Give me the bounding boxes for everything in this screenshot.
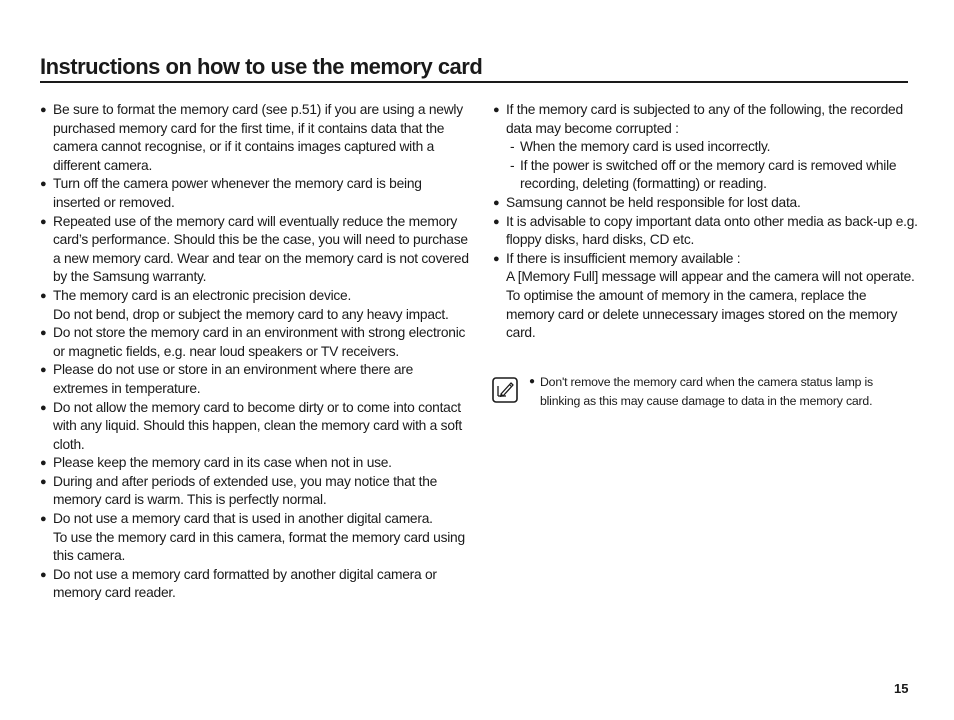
list-item-text: The memory card is an electronic precision device. xyxy=(53,287,352,303)
list-item xyxy=(40,454,470,473)
list-item-continuation: To use the memory card in this camera, format the memory card using this camera. xyxy=(53,529,465,564)
list-item xyxy=(493,101,918,138)
bullet-icon: ● xyxy=(493,104,500,116)
list-item-text: Samsung cannot be held responsible for lost data. xyxy=(506,194,801,210)
bullet-icon: ● xyxy=(40,401,47,414)
page-title: Instructions on how to use the memory card xyxy=(40,52,908,83)
left-column xyxy=(40,101,470,603)
bullet-icon: ● xyxy=(493,196,500,209)
list-item xyxy=(40,361,470,398)
bullet-icon: ● xyxy=(40,215,47,228)
sub-list-item-text: If the power is switched off or the memory card is removed while recording, deleting (formatting) or reading. xyxy=(520,157,897,192)
list-item xyxy=(40,101,470,175)
list-item xyxy=(529,373,909,410)
list-item xyxy=(493,194,918,213)
sub-list-item xyxy=(493,138,918,157)
bullet-icon: ● xyxy=(40,289,47,302)
list-item xyxy=(40,175,470,212)
list-item-text: Do not allow the memory card to become dirty or to come into contact with any liquid. Should this happen, clean the memory card with a soft cloth. xyxy=(53,399,462,452)
bullet-icon: ● xyxy=(40,178,47,191)
list-item xyxy=(40,566,470,603)
list-item xyxy=(40,399,470,455)
list-item-text: Do not store the memory card in an environment with strong electronic or magnetic fields, e.g. near loud speakers or TV receivers. xyxy=(53,325,466,359)
bullet-icon: ● xyxy=(40,104,47,116)
note-pencil-icon xyxy=(492,377,518,403)
bullet-icon: ● xyxy=(40,457,47,470)
list-item-text: Turn off the camera power whenever the memory card is being inserted or removed. xyxy=(53,176,422,210)
list-item xyxy=(40,473,470,510)
list-item-text: Repeated use of the memory card will eventually reduce the memory card’s performance. Should this be the case, you will need to purchase a new memory card. Wear and tear on the memory card is not covered by the Samsung warranty. xyxy=(53,213,469,285)
list-item-text: Do not use a memory card formatted by another digital camera or memory card reader. xyxy=(53,566,437,601)
note-item-text: Don't remove the memory card when the camera status lamp is blinking as this may cause damage to data in the memory card. xyxy=(540,375,873,408)
sub-list-item xyxy=(493,157,918,194)
bullet-icon: ● xyxy=(493,215,500,228)
list-item-text: If the memory card is subjected to any of the following, the recorded data may become corrupted : xyxy=(506,102,903,136)
bullet-icon: ● xyxy=(40,475,47,488)
page-number: 15 xyxy=(894,681,909,696)
bullet-icon: ● xyxy=(40,513,47,526)
list-item-text: Be sure to format the memory card (see p.51) if you are using a newly purchased memory card for the first time, if it contains data that the camera cannot recognise, or if it contains images captured with a different camera. xyxy=(53,102,463,173)
list-item xyxy=(40,287,470,306)
list-item xyxy=(493,250,918,269)
bullet-icon: ● xyxy=(40,364,47,377)
list-item-continuation: A [Memory Full] message will appear and the camera will not operate. To optimise the amount of memory in the camera, replace the memory card or delete unnecessary images stored on the memory card. xyxy=(506,269,915,341)
list-item-continuation: Do not bend, drop or subject the memory card to any heavy impact. xyxy=(53,306,449,322)
list-item xyxy=(493,213,918,250)
list-item-text: During and after periods of extended use, you may notice that the memory card is warm. This is perfectly normal. xyxy=(53,473,438,508)
list-item-text: It is advisable to copy important data onto other media as back-up e.g. floppy disks, hard disks, CD etc. xyxy=(506,213,918,248)
list-item-text: If there is insufficient memory available : xyxy=(506,250,741,266)
dash-marker: - xyxy=(510,139,515,155)
list-item-text: Please keep the memory card in its case when not in use. xyxy=(53,455,392,471)
list-item-text: Do not use a memory card that is used in another digital camera. xyxy=(53,511,433,527)
note-text xyxy=(529,373,909,410)
right-column xyxy=(493,101,918,343)
bullet-icon: ● xyxy=(40,568,47,581)
list-item-text: Please do not use or store in an environment where there are extremes in temperature. xyxy=(53,362,414,396)
bullet-icon: ● xyxy=(529,376,535,387)
bullet-icon: ● xyxy=(493,252,500,265)
bullet-icon: ● xyxy=(40,327,47,340)
list-item xyxy=(40,324,470,361)
list-item xyxy=(40,510,470,529)
list-item xyxy=(40,213,470,287)
sub-list-item-text: When the memory card is used incorrectly. xyxy=(520,139,771,155)
dash-marker: - xyxy=(510,157,515,173)
